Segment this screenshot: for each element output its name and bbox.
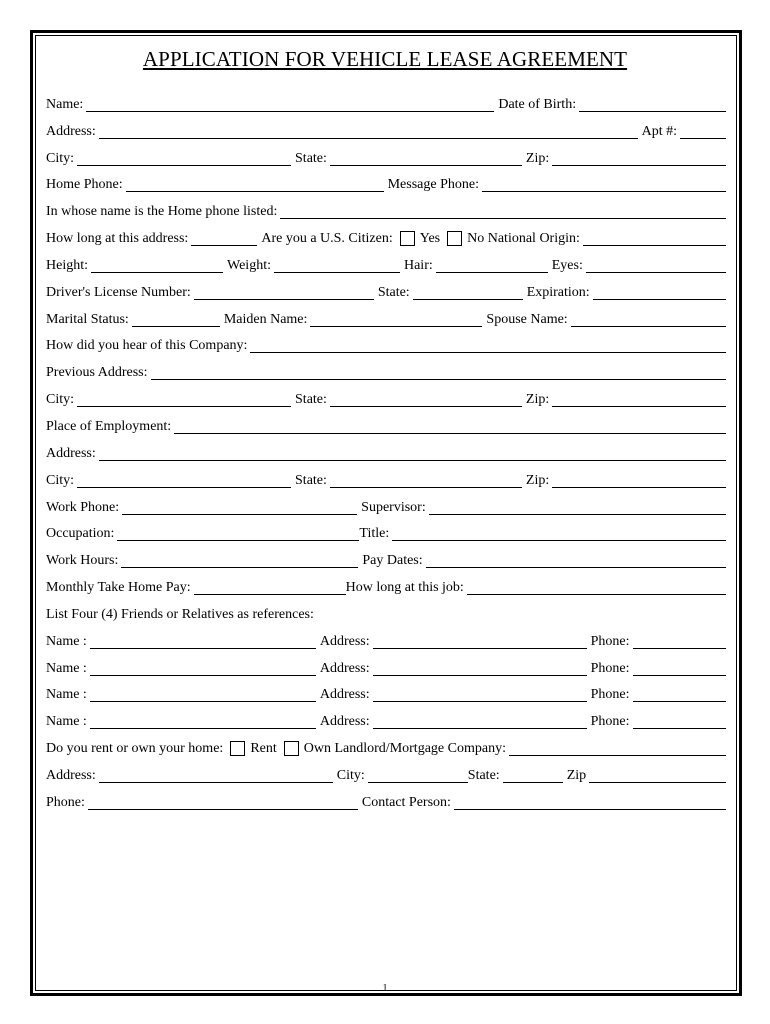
row-license xyxy=(46,279,726,306)
occupation-label: Occupation: xyxy=(46,526,115,542)
row-marital xyxy=(46,306,726,333)
title-field[interactable] xyxy=(392,519,726,541)
work-phone-label: Work Phone: xyxy=(46,499,120,515)
row-take-home xyxy=(46,574,726,601)
ref-2-address-field[interactable] xyxy=(373,654,587,676)
how-long-address-field[interactable] xyxy=(191,224,257,246)
row-name-dob xyxy=(46,91,726,118)
citizen-yes-checkbox[interactable] xyxy=(400,231,415,246)
take-home-field[interactable] xyxy=(194,573,346,595)
maiden-name-label: Maiden Name: xyxy=(223,311,308,327)
row-citizenship xyxy=(46,225,726,252)
emp-city-field[interactable] xyxy=(77,466,291,488)
how-long-job-field[interactable] xyxy=(467,573,726,595)
landlord-city-field[interactable] xyxy=(368,761,468,783)
city-field[interactable] xyxy=(77,144,291,166)
apt-field[interactable] xyxy=(680,117,726,139)
ref-address-label: Address: xyxy=(319,687,370,703)
zip-field[interactable] xyxy=(552,144,726,166)
landlord-address-field[interactable] xyxy=(99,761,333,783)
ref-address-label: Address: xyxy=(319,714,370,730)
ref-3-name-field[interactable] xyxy=(90,680,316,702)
occupation-field[interactable] xyxy=(117,519,359,541)
landlord-state-label: State: xyxy=(467,767,500,783)
state-label: State: xyxy=(295,150,327,166)
row-previous-address xyxy=(46,359,726,386)
work-hours-label: Work Hours: xyxy=(46,553,119,569)
whose-name-label: In whose name is the Home phone listed: xyxy=(46,204,278,220)
ref-phone-label: Phone: xyxy=(590,714,630,730)
weight-field[interactable] xyxy=(274,251,400,273)
how-long-address-label: How long at this address: xyxy=(46,231,189,247)
contact-person-label: Contact Person: xyxy=(361,794,451,810)
ref-phone-label: Phone: xyxy=(590,687,630,703)
row-phone-owner xyxy=(46,198,726,225)
drivers-license-field[interactable] xyxy=(194,278,374,300)
home-phone-label: Home Phone: xyxy=(46,177,123,193)
rent-checkbox[interactable] xyxy=(230,741,245,756)
row-work-hours xyxy=(46,547,726,574)
row-landlord-address xyxy=(46,762,726,789)
ref-3-phone-field[interactable] xyxy=(633,680,727,702)
emp-zip-field[interactable] xyxy=(552,466,726,488)
message-phone-label: Message Phone: xyxy=(387,177,479,193)
citizen-no-checkbox[interactable] xyxy=(447,231,462,246)
employment-label: Place of Employment: xyxy=(46,418,172,434)
work-phone-field[interactable] xyxy=(122,493,357,515)
pay-dates-label: Pay Dates: xyxy=(362,553,423,569)
emp-city-label: City: xyxy=(46,472,75,488)
supervisor-field[interactable] xyxy=(429,493,726,515)
marital-status-label: Marital Status: xyxy=(46,311,129,327)
ref-4-address-field[interactable] xyxy=(373,707,587,729)
ref-phone-label: Phone: xyxy=(590,660,630,676)
no-national-origin-label: No National Origin: xyxy=(467,231,580,247)
ref-4-name-field[interactable] xyxy=(90,707,316,729)
own-checkbox[interactable] xyxy=(284,741,299,756)
own-landlord-label: Own Landlord/Mortgage Company: xyxy=(303,741,506,757)
prev-state-label: State: xyxy=(295,392,327,408)
row-work-phone xyxy=(46,494,726,521)
zip-label: Zip: xyxy=(525,150,550,166)
landlord-zip-label: Zip xyxy=(566,767,587,783)
address-label: Address: xyxy=(46,123,96,139)
hair-label: Hair: xyxy=(403,257,433,273)
reference-row xyxy=(46,628,726,655)
whose-name-field[interactable] xyxy=(280,197,726,219)
form-title: APPLICATION FOR VEHICLE LEASE AGREEMENT xyxy=(142,47,628,71)
title-label: Title: xyxy=(359,526,390,542)
weight-label: Weight: xyxy=(227,257,271,273)
marital-status-field[interactable] xyxy=(132,305,220,327)
row-landlord-phone xyxy=(46,789,726,816)
state-field[interactable] xyxy=(330,144,522,166)
drivers-license-label: Driver's License Number: xyxy=(46,284,191,300)
supervisor-label: Supervisor: xyxy=(361,499,426,515)
ref-3-address-field[interactable] xyxy=(373,680,587,702)
rent-own-label: Do you rent or own your home: xyxy=(46,741,224,757)
prev-zip-field[interactable] xyxy=(552,385,726,407)
reference-row xyxy=(46,655,726,682)
row-city-state-zip xyxy=(46,145,726,172)
landlord-company-field[interactable] xyxy=(509,734,726,756)
row-references-heading xyxy=(46,601,726,628)
name-label: Name: xyxy=(46,96,84,112)
expiration-field[interactable] xyxy=(593,278,726,300)
row-physical xyxy=(46,252,726,279)
ref-name-label: Name : xyxy=(46,633,87,649)
maiden-name-field[interactable] xyxy=(310,305,482,327)
hear-company-field[interactable] xyxy=(250,331,726,353)
height-field[interactable] xyxy=(91,251,223,273)
ref-1-phone-field[interactable] xyxy=(633,627,727,649)
ref-address-label: Address: xyxy=(319,660,370,676)
name-field[interactable] xyxy=(86,90,494,112)
prev-zip-label: Zip: xyxy=(525,392,550,408)
national-origin-field[interactable] xyxy=(583,224,726,246)
ref-4-phone-field[interactable] xyxy=(633,707,727,729)
ref-name-label: Name : xyxy=(46,660,87,676)
employer-address-label: Address: xyxy=(46,445,96,461)
pay-dates-field[interactable] xyxy=(426,546,726,568)
previous-address-field[interactable] xyxy=(151,358,727,380)
row-employer-address xyxy=(46,440,726,467)
ref-2-phone-field[interactable] xyxy=(633,654,727,676)
ref-1-name-field[interactable] xyxy=(90,627,316,649)
ref-name-label: Name : xyxy=(46,687,87,703)
spouse-name-field[interactable] xyxy=(571,305,726,327)
row-employer-city-state-zip xyxy=(46,467,726,494)
eyes-label: Eyes: xyxy=(551,257,583,273)
row-employment xyxy=(46,413,726,440)
ref-1-address-field[interactable] xyxy=(373,627,587,649)
ref-address-label: Address: xyxy=(319,633,370,649)
prev-state-field[interactable] xyxy=(330,385,522,407)
work-hours-field[interactable] xyxy=(121,546,358,568)
landlord-address-label: Address: xyxy=(46,767,96,783)
row-previous-city-state-zip xyxy=(46,386,726,413)
employment-field[interactable] xyxy=(174,412,726,434)
citizen-label: Are you a U.S. Citizen: xyxy=(261,231,393,247)
employer-address-field[interactable] xyxy=(99,439,726,461)
references-heading: List Four (4) Friends or Relatives as references: xyxy=(46,606,314,622)
emp-zip-label: Zip: xyxy=(525,472,550,488)
license-state-field[interactable] xyxy=(413,278,523,300)
eyes-field[interactable] xyxy=(586,251,726,273)
dob-field[interactable] xyxy=(579,90,726,112)
hear-company-label: How did you hear of this Company: xyxy=(46,338,248,354)
row-rent-own xyxy=(46,735,726,762)
reference-row xyxy=(46,682,726,709)
rent-label: Rent xyxy=(250,741,277,757)
contact-person-field[interactable] xyxy=(454,788,726,810)
license-state-label: State: xyxy=(377,284,410,300)
apt-label: Apt #: xyxy=(641,123,677,139)
yes-label: Yes xyxy=(419,231,441,247)
lease-application-form xyxy=(46,91,726,816)
city-label: City: xyxy=(46,150,75,166)
reference-row xyxy=(46,708,726,735)
emp-state-label: State: xyxy=(295,472,327,488)
row-phones xyxy=(46,172,726,199)
ref-name-label: Name : xyxy=(46,714,87,730)
take-home-label: Monthly Take Home Pay: xyxy=(46,580,191,596)
hair-field[interactable] xyxy=(436,251,548,273)
home-phone-field[interactable] xyxy=(126,170,384,192)
landlord-zip-field[interactable] xyxy=(589,761,726,783)
emp-state-field[interactable] xyxy=(330,466,522,488)
row-address xyxy=(46,118,726,145)
prev-city-field[interactable] xyxy=(77,385,291,407)
message-phone-field[interactable] xyxy=(482,170,726,192)
dob-label: Date of Birth: xyxy=(498,96,577,112)
landlord-phone-label: Phone: xyxy=(46,794,85,810)
landlord-phone-field[interactable] xyxy=(88,788,358,810)
previous-address-label: Previous Address: xyxy=(46,365,148,381)
prev-city-label: City: xyxy=(46,392,75,408)
row-occupation xyxy=(46,521,726,548)
ref-phone-label: Phone: xyxy=(590,633,630,649)
page-number: 1 xyxy=(382,983,388,994)
landlord-city-label: City: xyxy=(336,767,365,783)
spouse-name-label: Spouse Name: xyxy=(486,311,568,327)
height-label: Height: xyxy=(46,257,88,273)
ref-2-name-field[interactable] xyxy=(90,654,316,676)
expiration-label: Expiration: xyxy=(526,284,590,300)
address-field[interactable] xyxy=(99,117,638,139)
landlord-state-field[interactable] xyxy=(503,761,563,783)
how-long-job-label: How long at this job: xyxy=(345,580,464,596)
row-hear-company xyxy=(46,333,726,360)
